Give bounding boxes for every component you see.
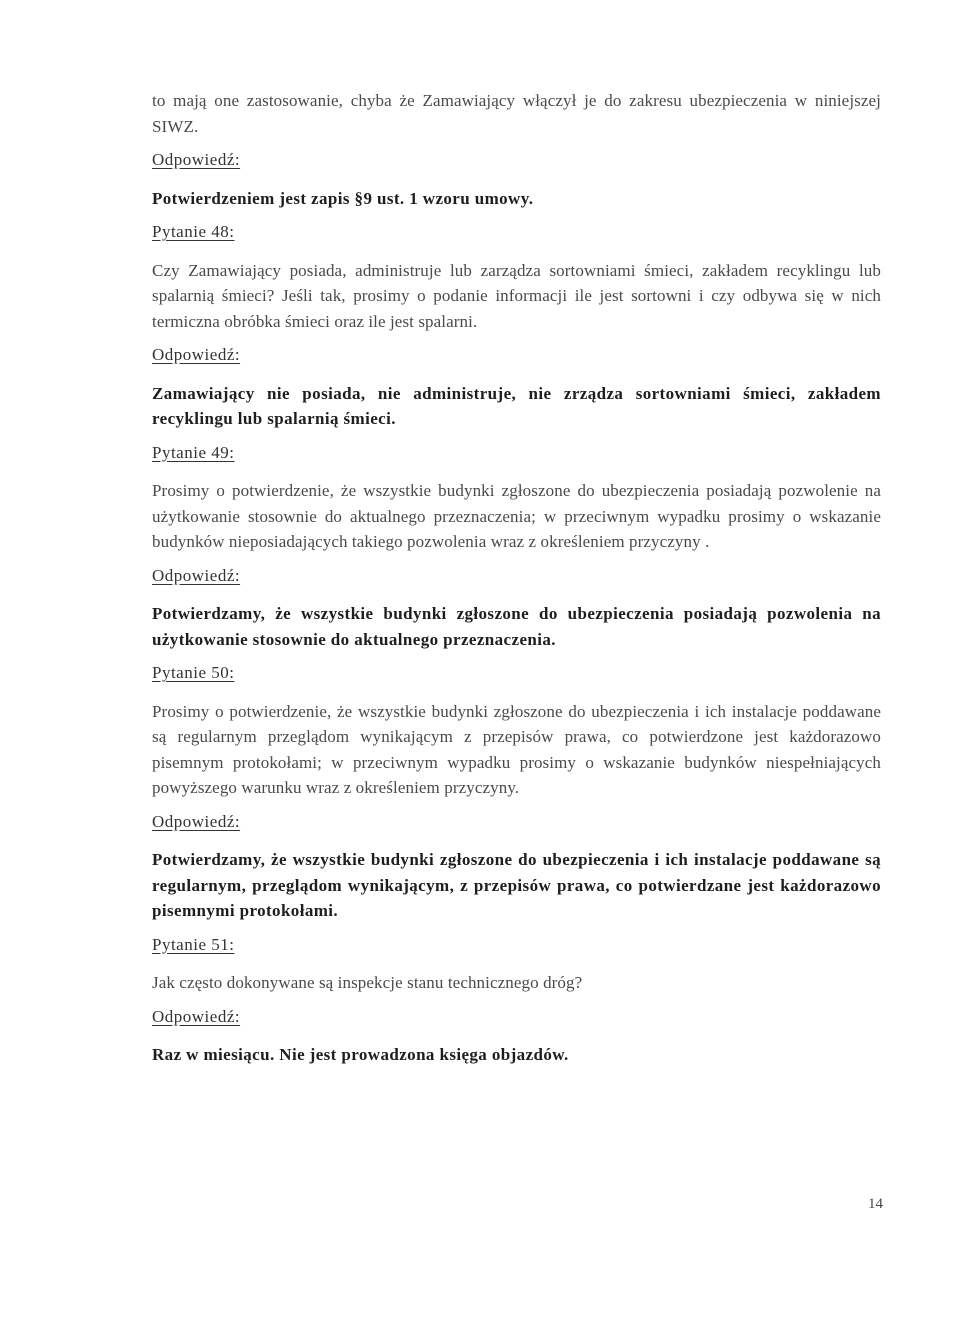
question-51-text: Jak często dokonywane są inspekcje stanu technicznego dróg? xyxy=(152,973,583,992)
question-48-text: Czy Zamawiający posiada, administruje lub zarządza sortowniami śmieci, zakładem recyklingu lub spalarnią śmieci? Jeśli tak, prosimy o podanie informacji ile jest sortowni i czy odbywa się w nich termiczna obróbka śmieci oraz ile jest spalarni. xyxy=(152,260,881,331)
intro-paragraph: to mają one zastosowanie, chyba że Zamawiający włączył je do zakresu ubezpieczenia w niniejszej SIWZ. xyxy=(152,91,881,136)
answer-50-text: Potwierdzamy, że wszystkie budynki zgłoszone do ubezpieczenia i ich instalacje poddawane są regularnym, przeglądom wynikającym, z przepisów prawa, co potwierdzane jest każdorazowo pisemnymi protokołami. xyxy=(152,850,881,920)
answer-51-heading: Odpowiedź: xyxy=(152,1006,241,1026)
answer-heading: Odpowiedź: xyxy=(152,150,241,169)
answer-49-heading: Odpowiedź: xyxy=(152,565,241,585)
answer-48-heading: Odpowiedź: xyxy=(152,345,241,364)
document-body xyxy=(152,88,881,1068)
question-50-text: Prosimy o potwierdzenie, że wszystkie budynki zgłoszone do ubezpieczenia i ich instalacje poddawane są regularnym przeglądom wynikającym z przepisów prawa, co potwierdzone jest każdorazowo pisemnym protokołami; w przeciwnym wypadku prosimy o wskazanie budynków niespełniających powyższego warunku wraz z określeniem przyczyny. xyxy=(152,701,881,797)
answer-51-text: Raz w miesiącu. Nie jest prowadzona księga objazdów. xyxy=(152,1045,569,1064)
answer-text: Potwierdzeniem jest zapis §9 ust. 1 wzoru umowy. xyxy=(152,188,534,208)
question-49-text: Prosimy o potwierdzenie, że wszystkie budynki zgłoszone do ubezpieczenia posiadają pozwolenie na użytkowanie stosownie do aktualnego przeznaczenia; w przeciwnym wypadku prosimy o wskazanie budynków nieposiadających takiego pozwolenia wraz z określeniem przyczyny . xyxy=(152,481,881,551)
page-number: 14 xyxy=(868,1196,883,1212)
question-48-heading: Pytanie 48: xyxy=(152,222,235,241)
question-50-heading: Pytanie 50: xyxy=(152,663,235,682)
question-51-heading: Pytanie 51: xyxy=(152,934,235,954)
answer-49-text: Potwierdzamy, że wszystkie budynki zgłoszone do ubezpieczenia posiadają pozwolenia na użytkowanie stosownie do aktualnego przeznaczenia. xyxy=(152,604,881,649)
answer-48-text: Zamawiający nie posiada, nie administruje, nie zrządza sortowniami śmieci, zakładem recyklingu lub spalarnią śmieci. xyxy=(152,383,881,428)
question-49-heading: Pytanie 49: xyxy=(152,442,235,462)
answer-50-heading: Odpowiedź: xyxy=(152,811,241,831)
